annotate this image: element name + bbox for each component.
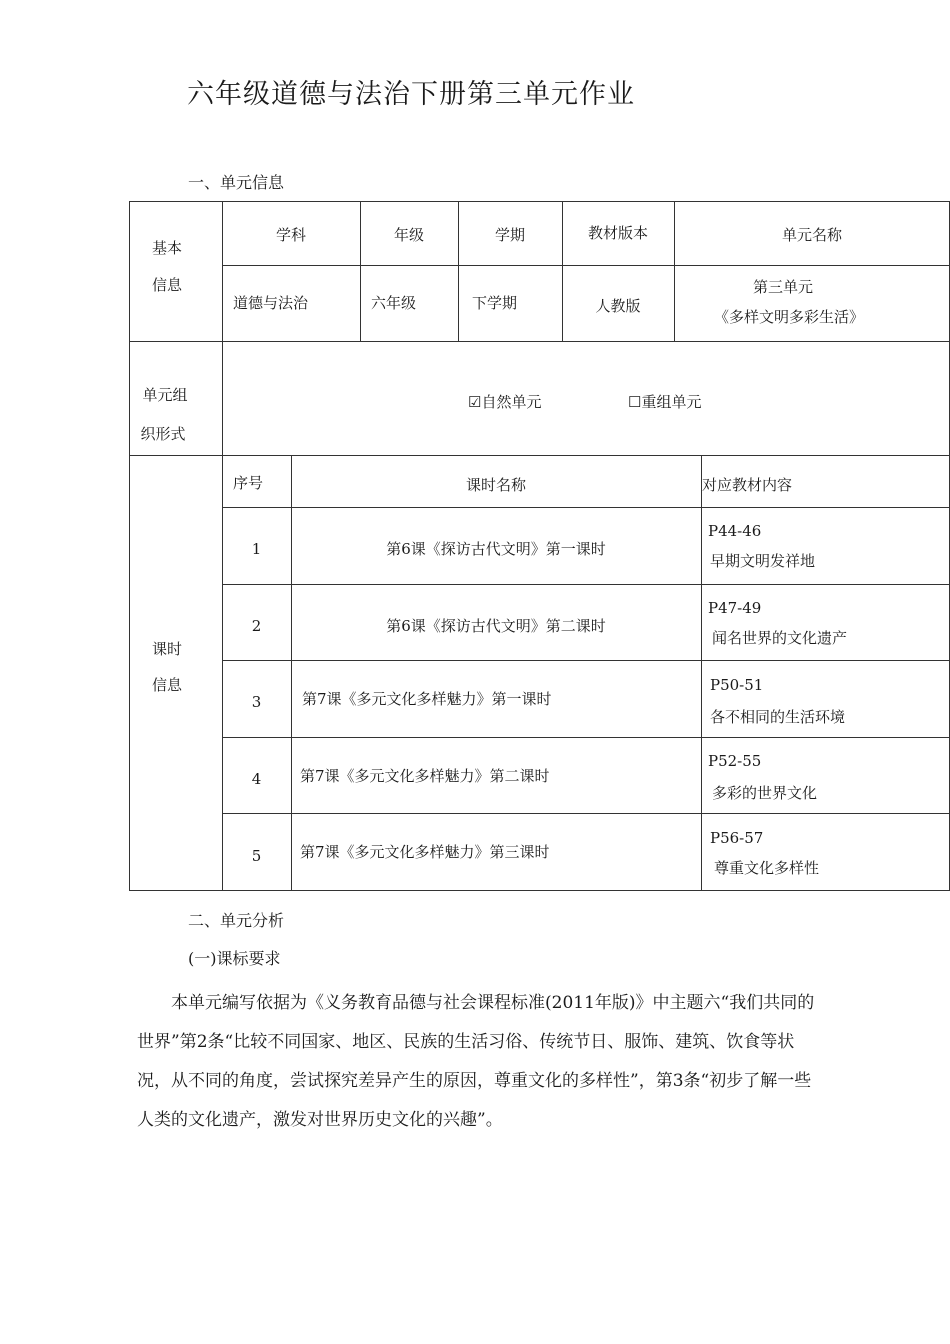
table-rule [129,455,950,456]
header-lesson-name: 课时名称 [465,476,526,494]
row-label-lessons-1: 课时 [151,640,182,658]
table-rule [129,341,950,342]
lesson-pages: P50-51 [710,676,764,694]
header-subject: 学科 [275,226,306,244]
value-subject: 道德与法治 [233,294,309,312]
lesson-no: 3 [251,693,262,711]
table-rule [222,584,950,585]
lesson-topic: 闻名世界的文化遗产 [712,629,848,647]
page-title: 六年级道德与法治下册第三单元作业 [187,79,635,110]
lesson-topic: 多彩的世界文化 [712,784,818,802]
row-label-basic-2: 信息 [151,276,182,294]
value-unit-line1: 第三单元 [752,278,813,296]
lesson-no: 4 [251,770,262,788]
lesson-topic: 尊重文化多样性 [714,859,820,877]
lesson-no: 5 [251,847,262,865]
value-term: 下学期 [472,294,518,312]
header-edition: 教材版本 [587,224,648,242]
table-border-left [129,201,130,891]
body-paragraph: 本单元编写依据为《义务教育品德与社会课程标准(2011年版)》中主题六“我们共同的世界”第2条“比较不同国家、地区、民族的生活习俗、传统节日、服饰、建筑、饮食等状况，从不同的角度，尝试探究差异产生的原因，尊重文化的多样性”，第3条“初步了解一些人类的文化遗产，激发对世界历史文化的兴趣”。 [137,993,815,1130]
table-rule [222,660,950,661]
table-rule [701,455,702,891]
header-unit-name: 单元名称 [781,226,842,244]
header-grade: 年级 [393,226,424,244]
subsection-heading-curriculum: (一)课标要求 [188,949,281,968]
row-label-lessons-2: 信息 [151,676,182,694]
row-label-basic-1: 基本 [151,239,182,257]
lesson-name: 第6课《探访古代文明》第二课时 [386,617,606,635]
lesson-name: 第7课《多元文化多样魅力》第三课时 [300,843,550,861]
row-label-org-1: 单元组 [142,386,188,404]
lesson-pages: P47-49 [708,599,762,617]
section-heading-unit-analysis: 二、单元分析 [188,911,285,930]
header-lesson-no: 序号 [233,474,264,492]
lesson-pages: P56-57 [710,829,764,847]
table-rule [291,455,292,891]
lesson-no: 1 [251,540,262,558]
header-lesson-content: 对应教材内容 [702,476,793,494]
lesson-name: 第7课《多元文化多样魅力》第二课时 [300,767,550,785]
value-grade: 六年级 [371,294,417,312]
option-natural-unit: ☑自然单元 [468,393,542,411]
lesson-pages: P52-55 [708,752,762,770]
header-term: 学期 [494,226,525,244]
row-label-org-2: 织形式 [140,425,186,443]
table-rule [222,507,950,508]
value-edition: 人教版 [595,297,641,315]
lesson-name: 第7课《多元文化多样魅力》第一课时 [302,690,552,708]
lesson-topic: 各不相同的生活环境 [710,708,846,726]
table-border-bottom [129,890,950,891]
table-rule [222,265,950,266]
table-rule [222,813,950,814]
section-heading-unit-info: 一、单元信息 [188,173,285,192]
lesson-topic: 早期文明发祥地 [710,552,816,570]
lesson-pages: P44-46 [708,522,762,540]
option-regroup-unit: ☐重组单元 [628,393,702,411]
lesson-name: 第6课《探访古代文明》第一课时 [386,540,606,558]
value-unit-line2: 《多样文明多彩生活》 [713,308,864,326]
unit-info-table [129,201,950,891]
lesson-no: 2 [251,617,262,635]
table-border-top [129,201,950,202]
table-rule [222,737,950,738]
